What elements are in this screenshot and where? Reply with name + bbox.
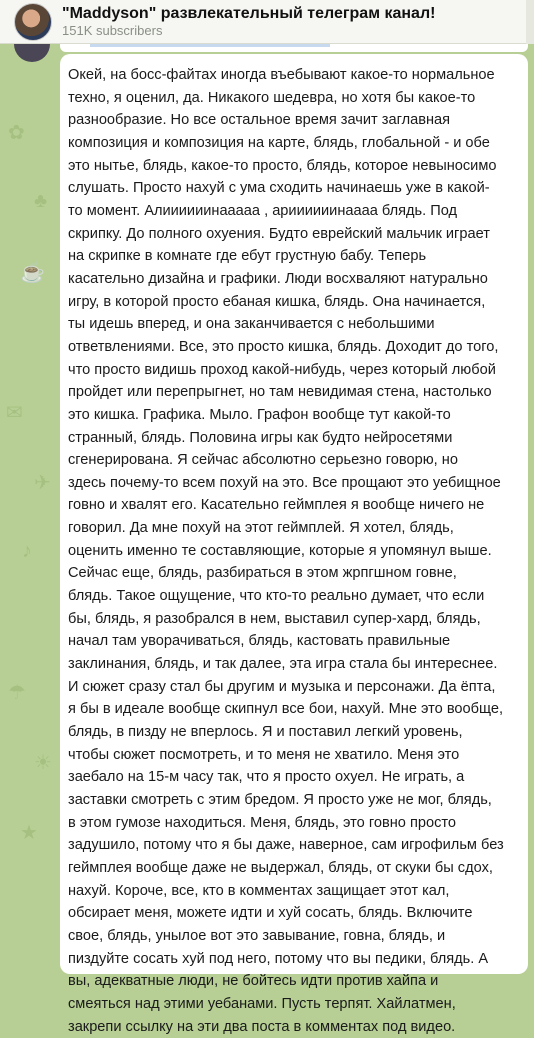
sender-avatar[interactable] <box>14 44 50 62</box>
message-text: Окей, на босс-файтах иногда въебывают какое-то нормальное техно, я оценил, да. Никакого шедевра, но хотя бы какое-то разнообразие. Но все остальное время зачит заглавная композиция и композиция на карте, блядь, глобальной - и обе это нытье, блядь, какое-то просто, блядь, которое невыносимо слушать. Просто нахуй с ума сходить начинаешь уже в какой- то момент. Алиииииинааааа , ариииииинаааа блядь. Под скрипку. До полного охуения. Будто еврейский мальчик играет на скрипке в комнате где ебут грустную бабу. Теперь касательно дизайна и графики. Люди восхваляют натурально игру, в которой просто ебаная кишка, блядь. Она начинается, ты идешь вперед, и она заканчивается с небольшими ответвлениями. Все, это просто кишка, блядь. Доходит до того, что просто видишь проход какой-нибудь, через который любой пройдет или перепрыгнет, но там невидимая стена, настолько это кишка. Графика. Мыло. Графон вообще тут какой-то странный, блядь. Половина игры как будто нейросетями сгенерирована. Я сейчас абсолютно серьезно говорю, но здесь почему-то всем похуй на это. Все прощают это уебищное говно и хвалят его. Касательно геймплея я вообще ничего не говорил. Да мне похуй на этот геймплей. Я хотел, блядь, оценить именно те составляющие, которые я упомянул выше. Сейчас еще, блядь, разбираться в этом жрпгшном говне, блядь. Такое ощущение, что кто-то реально думает, что если бы, блядь, я разобрался в нем, выставил супер-хард, блядь, начал там уворачиваться, блядь, кастовать правильные заклинания, блядь, и так далее, эта игра стала бы интереснее. И сюжет сразу стал бы другим и музыка и персонажи. Да ёпта, я бы в идеале вообще скипнул все бои, нахуй. Мне это вообще, блядь, в пизду не вперлось. Я и поставил легкий уровень, чтобы сюжет посмотреть, и то меня не хватило. Меня это заебало на 15-м часу так, что я просто охуел. Не играть, а заставки смотреть с этим бредом. Я просто уже не мог, блядь, в этом гумозе находиться. Меня, блядь, это говно просто задушило, потому что я бы даже, наверное, сам игрофильм без геймплея вообще даже не выдержал, блядь, от скуки бы сдох, нахуй. Короче, все, кто в комментах защищает этот кал, обсирает меня, можете идти и хуй сосать, блядь. Включите свое, блядь, унылое вот это завывание, говна, блядь, и пиздуйте сосать хуй под него, потому что вы педики, блядь. А вы, адекватные люди, не бойтесь идти против хайпа и смеяться над этими уебанами. Пусть терпят. Хайлатмен, закрепи ссылку на эти два поста в комментах под видео. <box>68 67 504 1035</box>
previous-message-link <box>90 44 330 47</box>
subscriber-count: 151K subscribers <box>62 23 163 38</box>
header-edge <box>526 0 534 44</box>
channel-info[interactable] <box>62 4 435 39</box>
previous-message-bubble <box>60 44 528 52</box>
message-bubble[interactable] <box>60 54 528 1035</box>
channel-header[interactable] <box>0 0 534 44</box>
channel-title: "Maddyson" развлекательный телеграм канал! <box>62 5 436 22</box>
channel-avatar[interactable] <box>14 3 52 41</box>
